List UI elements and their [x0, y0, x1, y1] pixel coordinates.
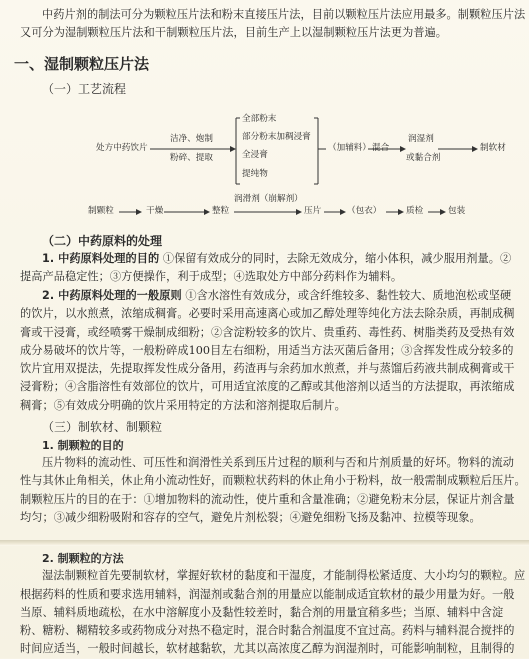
- flow-option-all-powder: 全部粉末: [242, 114, 277, 124]
- purpose-title: 1. 中药原料处理的目的: [42, 252, 160, 265]
- flow-wetting-agent: 润湿剂: [408, 134, 434, 144]
- purpose-line: [0, 250, 529, 268]
- page-fold-shadow: [0, 540, 529, 546]
- flow-option-extract: 全浸膏: [242, 150, 268, 160]
- flow-option-part-powder: 部分粉末加稠浸膏: [242, 132, 311, 142]
- granule-purpose-title: 1. 制颗粒的目的: [42, 439, 124, 452]
- flow-qc: 质检: [406, 206, 424, 216]
- process-flow-diagram: [0, 108, 529, 228]
- subsection-process-flow: （一）工艺流程: [42, 82, 127, 96]
- granule-method-line: 湿法制颗粒首先要制软材，掌握好软材的黏度和干湿度，才能制得松紧适度、大小均匀的颗粒。应: [42, 569, 526, 583]
- purpose-line: 提高产品稳定性；③方便操作，利于成型；④选取处方中部分药料作为辅料。: [20, 270, 403, 284]
- flow-option-purified: 提纯物: [242, 169, 268, 179]
- granule-method-line: 当原、辅料质地疏松，在水中溶解度小及黏性较差时，黏合剂的用量宜稍多些；当原、辅料中含淀: [20, 605, 504, 619]
- principles-line: 成分易破坏的饮片等，一般粉碎成100目左右细粉，用适当方法灭菌后备用；③含挥发性成分较多的: [20, 343, 514, 357]
- granule-method-title: 2. 制颗粒的方法: [42, 552, 124, 565]
- granule-purpose-line: 均匀；③减少细粉吸附和容存的空气，避免片剂松裂；④避免细粉飞扬及黏冲、拉模等现象。: [20, 510, 481, 524]
- section-soft-material-granule: （三）制软材、制颗粒: [42, 420, 163, 434]
- flow-pack: 包装: [448, 206, 466, 216]
- flow-sieve: 整粒: [212, 206, 230, 216]
- flow-press: 压片: [304, 206, 322, 216]
- principles-text: ①含水溶性有效成分，或含纤维较多、黏性较大、质地泡松或坚硬: [185, 289, 512, 302]
- flow-lubricant: 润滑剂（崩解剂）: [234, 194, 303, 204]
- principles-title: 2. 中药原料处理的一般原则: [42, 289, 182, 302]
- intro-line: 中药片剂的制法可分为颗粒压片法和粉末直接压片法，目前以颗粒压片法应用最多。制颗粒压片法: [42, 8, 526, 21]
- flow-step-clean: 洁净、炮制: [170, 134, 213, 144]
- granule-purpose-line: 性与其休止角相关，休止角小流动性好，而颗粒状药料的休止角小于粉料，故一般需制成颗粒后压片。: [20, 474, 526, 488]
- principles-line: 浸膏粉；④含脂溶性有效部位的饮片，可用适宜浓度的乙醇或其他溶剂以适当的方法提取，再浓缩成: [20, 380, 515, 394]
- granule-method-paragraph: [0, 549, 529, 659]
- flow-mix: 混合: [372, 143, 390, 153]
- flow-binder: 或黏合剂: [406, 153, 441, 163]
- principles-line: [0, 287, 529, 305]
- flow-step-crush: 粉碎、提取: [170, 153, 213, 163]
- intro-paragraph: [0, 6, 529, 43]
- principles-line: 的饮片，以水煎煮，浓缩成稠膏。必要时采用高速离心或加乙醇处理等纯化方法去除杂质，再制成稠: [20, 307, 515, 321]
- flow-dry: 干燥: [146, 206, 164, 216]
- principles-line: 稠膏；⑤有效成分明确的饮片采用特定的方法和溶剂提取后制片。: [20, 398, 346, 412]
- granule-method-line: 时间应适当，一般时间越长，软材越黏软，尤其以高浓度乙醇为润湿剂时，可能影响制粒，且制得的: [20, 642, 515, 656]
- flow-add-excipient: （加辅料）: [328, 143, 371, 153]
- principles-line: 饮片宜用双提法，先提取挥发性成分备用，药渣再与余药加水煎煮，并与蒸馏后药液共制成稠膏或干: [20, 362, 515, 376]
- section-heading-wet-granulation: 一、湿制颗粒压片法: [14, 55, 150, 73]
- granule-purpose-line: 压片物料的流动性、可压性和润滑性关系到压片过程的顺利与否和片剂质量的好坏。物料的流动: [42, 456, 514, 469]
- principles-line: 膏或干浸膏，或经喷雾干燥制成细粉；②含淀粉较多的饮片、贵重药、毒性药、树脂类药及受热有效: [20, 325, 515, 339]
- flow-soft-material: 制软材: [480, 143, 506, 153]
- granule-purpose-paragraph: [0, 454, 529, 527]
- principles-paragraph: [0, 287, 529, 415]
- purpose-paragraph: [0, 250, 529, 287]
- granule-purpose-line: 制颗粒压片的目的在于：①增加物料的流动性，使片重和含量准确；②避免粉末分层，保证片剂含量: [20, 492, 515, 506]
- granule-method-line: 根据药料的性质和要求选用辅料，润湿剂或黏合剂的用量应以能制成适宜软材的最少用量为好。一般: [20, 587, 515, 601]
- purpose-text: ①保留有效成分的同时，去除无效成分，缩小体积，减少服用剂量。②: [162, 252, 512, 265]
- flow-start: 处方中药饮片: [96, 143, 148, 153]
- flow-coating: （包衣）: [347, 206, 382, 216]
- granule-method-line: 粉、糖粉、糊精较多或药物成分对热不稳定时，混合时黏合剂温度不宜过高。药料与辅料混合搅拌的: [20, 624, 515, 638]
- section-raw-material-processing: （二）中药原料的处理: [42, 234, 163, 248]
- intro-line: 又可分为湿制颗粒压片法和干制颗粒压片法，目前生产上以湿制颗粒压片法更为普遍。: [20, 26, 448, 40]
- flow-make-granule: 制颗粒: [88, 206, 114, 216]
